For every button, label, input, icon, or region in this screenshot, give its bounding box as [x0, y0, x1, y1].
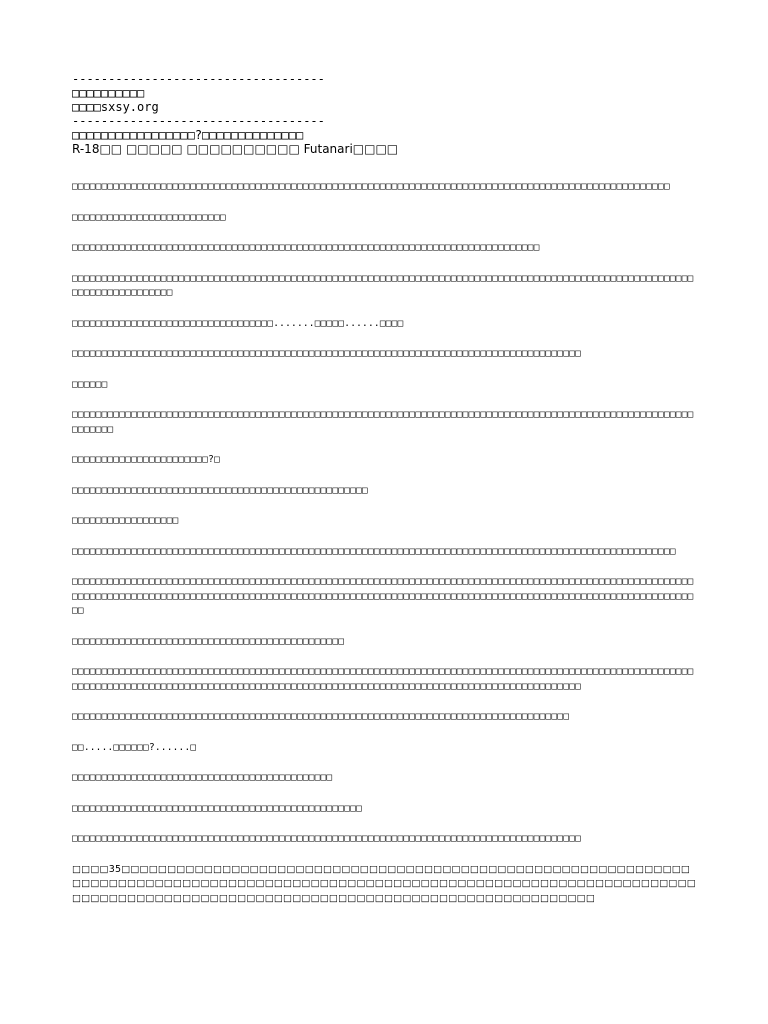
body-paragraph: □□□□□□□□□□□□□□□□□□□□□□□□□□□□□□□□□□□□□□□□□□□□□□□□□□: [72, 484, 368, 496]
body-paragraph: □□□□35□□□□□□□□□□□□□□□□□□□□□□□□□□□□□□□□□□□□□□□□□□□□□□□□□□□□□□□□□□□□□□□□□□□□□□□□□□□□□□□□□□□□□□□□□□□□□□□□□□□□□□□□□□□□□□□□□□□□□□□□□□□□□□□□□□□□□□□□□□□□□□□□□□□□□□□□□□□□□□□□□□□□□□□□□□□□□□□□□□□□□□□□□□□: [72, 863, 696, 904]
body-paragraph: □□□□□□□□□□□□□□□□□□□□□□□?□: [72, 454, 220, 465]
header-summary-line: □□□□□□□□□□□□□□□□□?□□□□□□□□□□□□□□: [72, 128, 304, 142]
body-paragraph: □□□□□□□□□□□□□□□□□□□□□□□□□□□□□□□□□□□□□□□□□□□□□□□□□□□□□□□□□□□□□□□□□□□□□□□□□□□□□□□□□□□□□□□□□□□□□□□□□□□□□□□□□□□□□□□□: [72, 409, 694, 435]
body-paragraph: □□□□□□□□□□□□□□□□□□□□□□□□□□□□□□□□□□□□□□□□□□□□□□□□□: [72, 802, 363, 814]
header-rule-bottom: -----------------------------------: [72, 114, 325, 128]
body-paragraph: □□□□□□□□□□□□□□□□□□□□□□□□□□□□□□□□□□□□□□□□□□□□: [72, 772, 333, 783]
body-paragraph: □□□□□□□□□□□□□□□□□□□□□□□□□□□□□□□□□□□□□□□□□□□□□□: [72, 635, 345, 647]
header-title-line: □□□□□□□□□□: [72, 86, 145, 100]
document-header: [72, 72, 698, 156]
header-rule-top: -----------------------------------: [72, 72, 325, 86]
body-paragraph: □□□□□□□□□□□□□□□□□□: [72, 515, 179, 526]
header-tags-line: R-18□□ □□□□□ □□□□□□□□□□ Futanari□□□□: [72, 142, 399, 156]
body-paragraph: □□□□□□□□□□□□□□□□□□□□□□□□□□: [72, 211, 226, 223]
body-paragraph: □□□□□□□□□□□□□□□□□□□□□□□□□□□□□□□□□□.......□□□□□......□□□□: [72, 317, 404, 329]
body-paragraph: □□□□□□□□□□□□□□□□□□□□□□□□□□□□□□□□□□□□□□□□□□□□□□□□□□□□□□□□□□□□□□□□□□□□□□□□□□□□□□□: [72, 242, 540, 253]
body-paragraph: □□□□□□□□□□□□□□□□□□□□□□□□□□□□□□□□□□□□□□□□□□□□□□□□□□□□□□□□□□□□□□□□□□□□□□□□□□□□□□□□□□□□□□□□□□□□□□□□□□□□□□□□□□□□□□□□□□□□□□□□□□□□□□□□□□□□□□□□□□□□□□□□□□□□□□□□□□□□□□□□□□□□□□□□□□□□□□□□□□□□□□□□□□□□□□□: [72, 666, 694, 692]
body-paragraph: □□□□□□: [72, 378, 108, 390]
header-source-line: □□□□sxsy.org: [72, 100, 159, 114]
body-paragraph: □□□□□□□□□□□□□□□□□□□□□□□□□□□□□□□□□□□□□□□□□□□□□□□□□□□□□□□□□□□□□□□□□□□□□□□□□□□□□□□□□□□□□□: [72, 348, 582, 359]
body-paragraph: □□□□□□□□□□□□□□□□□□□□□□□□□□□□□□□□□□□□□□□□□□□□□□□□□□□□□□□□□□□□□□□□□□□□□□□□□□□□□□□□□□□□□□□□□□□□□□□□□□□□□□□□□□□□□□□□□□□□□□□□□□: [72, 272, 694, 298]
body-paragraph: □□□□□□□□□□□□□□□□□□□□□□□□□□□□□□□□□□□□□□□□□□□□□□□□□□□□□□□□□□□□□□□□□□□□□□□□□□□□□□□□□□□□□□□□□□□□□□□□□□□□□: [72, 181, 670, 192]
body-paragraph: □□□□□□□□□□□□□□□□□□□□□□□□□□□□□□□□□□□□□□□□□□□□□□□□□□□□□□□□□□□□□□□□□□□□□□□□□□□□□□□□□□□□: [72, 711, 570, 722]
body-paragraph: □□.....□□□□□□?......□: [72, 741, 197, 753]
document-body: [72, 180, 698, 906]
document-page: [72, 72, 698, 922]
body-paragraph: □□□□□□□□□□□□□□□□□□□□□□□□□□□□□□□□□□□□□□□□□□□□□□□□□□□□□□□□□□□□□□□□□□□□□□□□□□□□□□□□□□□□□□□□□□□□□□□□□□□□□□□□□□□□□□□□□□□□□□□□□□□□□□□□□□□□□□□□□□□□□□□□□□□□□□□□□□□□□□□□□□□□□□□□□□□□□□□□□□□□□□□□□□□□□□□□□□□□□□□□□□□□□□□□□□□□: [72, 576, 694, 616]
body-paragraph: □□□□□□□□□□□□□□□□□□□□□□□□□□□□□□□□□□□□□□□□□□□□□□□□□□□□□□□□□□□□□□□□□□□□□□□□□□□□□□□□□□□□□□□□□□□□□□□□□□□□□□: [72, 545, 676, 557]
body-paragraph: □□□□□□□□□□□□□□□□□□□□□□□□□□□□□□□□□□□□□□□□□□□□□□□□□□□□□□□□□□□□□□□□□□□□□□□□□□□□□□□□□□□□□□: [72, 833, 582, 844]
